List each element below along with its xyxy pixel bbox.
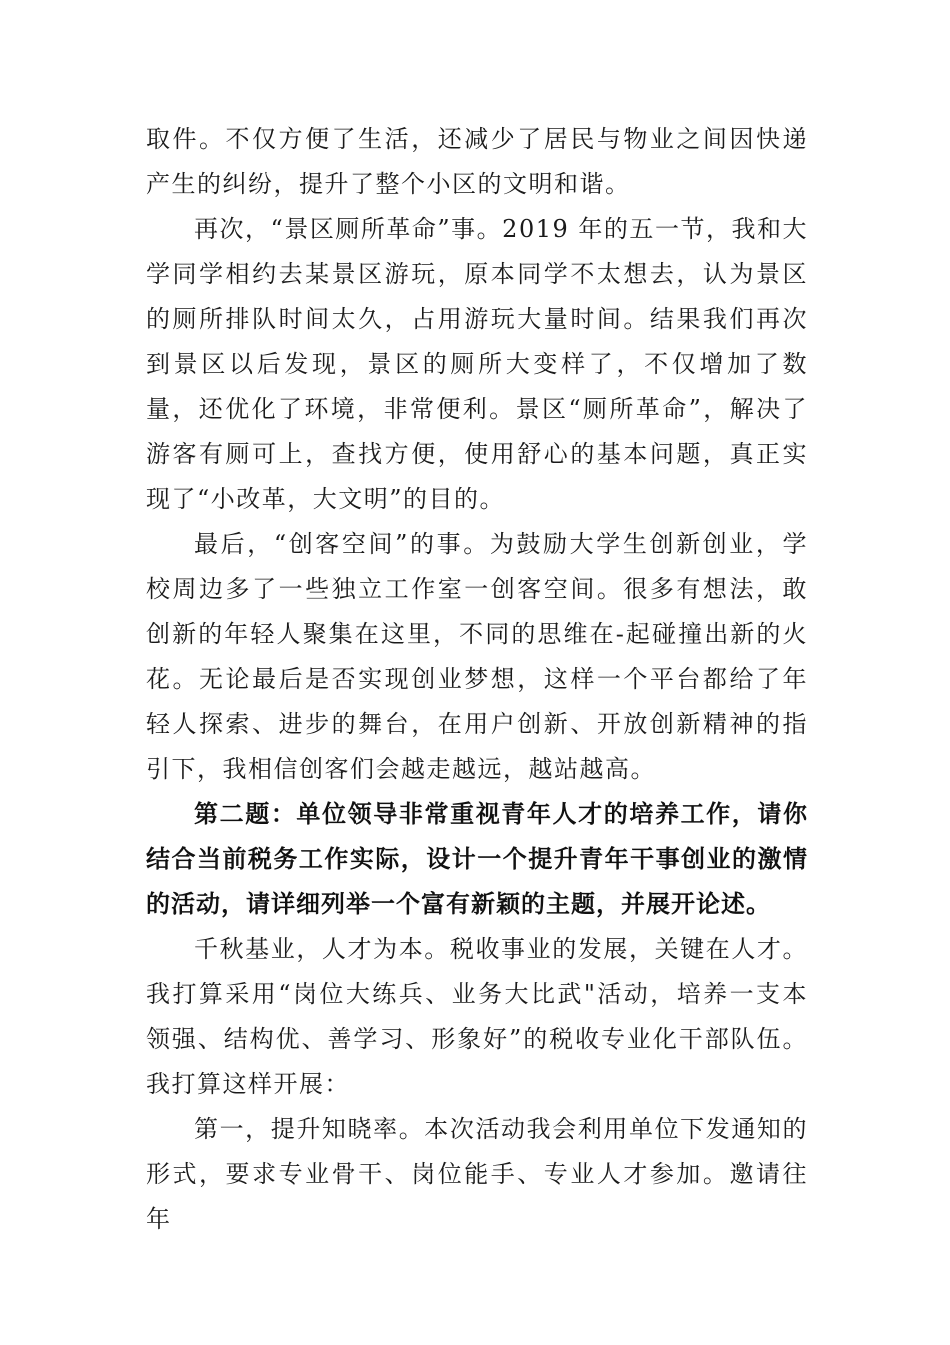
question-heading: 第二题：单位领导非常重视青年人才的培养工作，请你结合当前税务工作实际，设计一个提升青年干事创业的激情的活动，请详细列举一个富有新颖的主题，并展开论述。 <box>146 800 808 918</box>
paragraph-continuation: 取件。不仅方便了生活，还减少了居民与物业之间因快递产生的纠纷，提升了整个小区的文明和谐。 <box>146 125 808 198</box>
paragraph-maker-space: 最后，“创客空间”的事。为鼓励大学生创新创业，学校周边多了一些独立工作室一创客空间。很多有想法，敢创新的年轻人聚集在这里，不同的思维在-起碰撞出新的火花。无论最后是否实现创业梦想，这样一个平台都给了年轻人探索、进步的舞台，在用户创新、开放创新精神的指引下，我相信创客们会越走越远，越站越高。 <box>146 530 808 783</box>
paragraph-scenic-toilet-revolution: 再次，“景区厕所革命”事。2019 年的五一节，我和大学同学相约去某景区游玩，原本同学不太想去，认为景区的厕所排队时间太久，占用游玩大量时间。结果我们再次到景区以后发现，景区的厕所大变样了，不仅增加了数量，还优化了环境，非常便利。景区“厕所革命”，解决了游客有厕可上，查找方便，使用舒心的基本问题，真正实现了“小改革，大文明”的目的。 <box>146 215 808 513</box>
paragraph-talent-training: 千秋基业，人才为本。税收事业的发展，关键在人才。我打算采用“岗位大练兵、业务大比武"活动，培养一支本领强、结构优、善学习、形象好”的税收专业化干部队伍。我打算这样开展： <box>146 935 808 1098</box>
paragraph-step-one: 第一，提升知晓率。本次活动我会利用单位下发通知的形式，要求专业骨干、岗位能手、专业人才参加。邀请往年 <box>146 1115 808 1233</box>
document-body <box>146 117 808 1242</box>
